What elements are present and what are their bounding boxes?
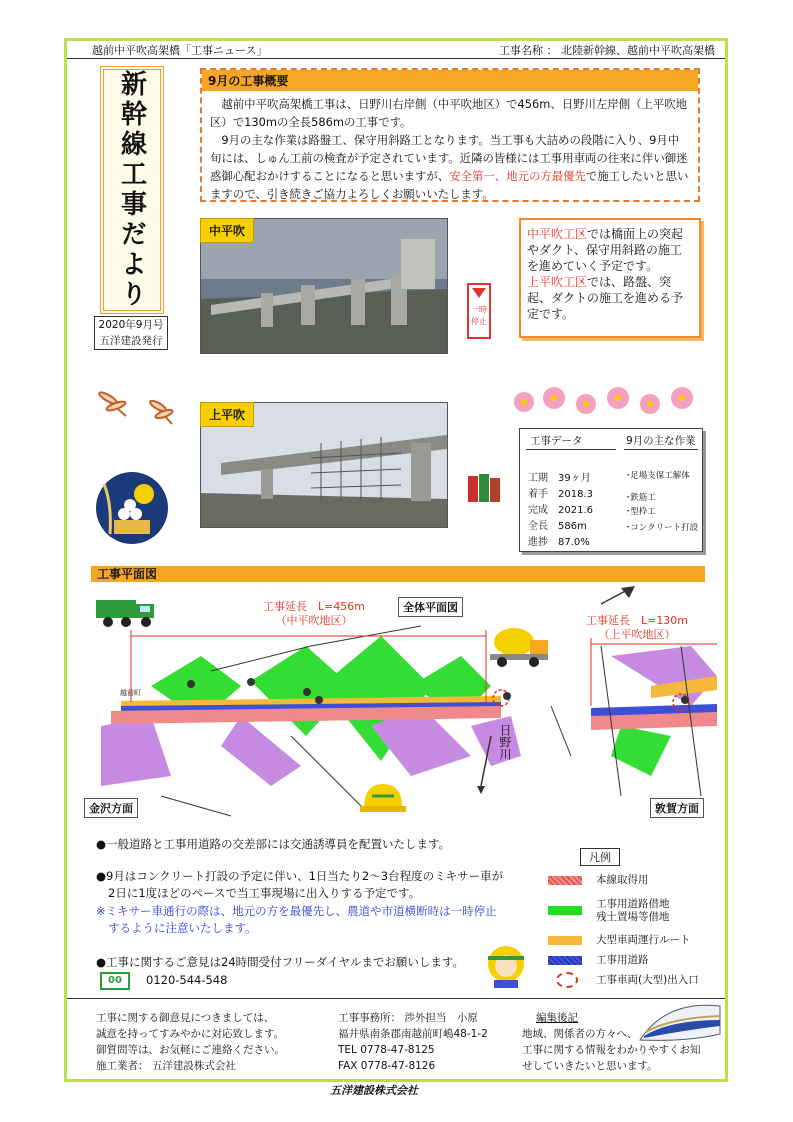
overview-para2-b: で施工したいと思いますので、引き続きご協力よろしくお願いいたします。 bbox=[210, 169, 689, 201]
stop-sign-icon bbox=[466, 282, 492, 340]
legend-swatch-entrance bbox=[556, 972, 578, 988]
work-item: ･型枠工 bbox=[626, 507, 656, 517]
works-heading: 9月の主な作業 bbox=[626, 435, 696, 447]
photo-label-nakahirabuki: 中平吹 bbox=[200, 218, 254, 243]
length-kamihirabuki: 工事延長 L=130m （上平吹地区） bbox=[585, 614, 689, 641]
footer-contact-note: 工事に関する御意見につきましては、 誠意を持ってすみやかに対応致します。 御質問等は、お気軽にご連絡ください。 施工業者： 五洋建設株式会社 bbox=[96, 1012, 285, 1072]
overall-plan-label: 全体平面図 bbox=[398, 597, 463, 617]
header-left: 越前中平吹高架橋「工事ニュース」 bbox=[92, 44, 268, 57]
desc-area-b: 上平吹工区 bbox=[527, 275, 588, 289]
title-box bbox=[100, 66, 164, 314]
work-item: ･鉄筋工 bbox=[626, 493, 656, 503]
data-row: 進捗 87.0% bbox=[528, 537, 590, 548]
desc-area-a: 中平吹工区 bbox=[527, 227, 588, 241]
issue-date: 2020年9月号 bbox=[98, 319, 164, 331]
station-label: 越前町 bbox=[120, 689, 141, 697]
note-mixer-1: ●9月はコンクリート打設の予定に伴い、1日当たり2～3台程度のミキサー車が bbox=[96, 869, 504, 883]
overview-heading: 9月の工事概要 bbox=[202, 70, 698, 91]
legend-entrance: 工事車両(大型)出入口 bbox=[596, 974, 699, 986]
header-right: 工事名称 ： 北陸新幹線、越前中平吹高架橋 bbox=[499, 44, 715, 57]
work-item: ･足場支保工解体 bbox=[626, 471, 690, 481]
legend-swatch-route bbox=[548, 936, 582, 945]
desc-text-b: では、路盤、突起、ダクトの施工を進める予定です。 bbox=[527, 275, 684, 321]
data-divider bbox=[526, 449, 616, 450]
dump-truck-icon bbox=[94, 590, 158, 630]
data-row: 工期 39ヶ月 bbox=[528, 473, 591, 484]
header-divider bbox=[67, 58, 725, 59]
legend-route: 大型車両運行ルート bbox=[596, 934, 691, 946]
overview-box bbox=[200, 68, 700, 202]
freedial-icon: 00 bbox=[100, 972, 130, 990]
legend-title: 凡例 bbox=[580, 848, 620, 866]
svg-text:一時: 一時 bbox=[471, 305, 487, 314]
footer-divider bbox=[67, 998, 725, 999]
books-icon bbox=[466, 470, 506, 504]
data-row: 全長 586m bbox=[528, 521, 587, 532]
photo-label-kamihirabuki: 上平吹 bbox=[200, 402, 254, 427]
tsuruga-direction: 敦賀方面 bbox=[650, 798, 704, 818]
company-name: 五洋建設株式会社 bbox=[330, 1084, 418, 1097]
moon-viewing-icon bbox=[92, 464, 170, 550]
mixer-truck-icon bbox=[488, 622, 552, 668]
footer-office: 工事事務所： 渉外担当 小原 福井県南条郡南越前町嶋48-1-2 TEL 0778-47-8125 FAX 0778-47-8126 bbox=[338, 1012, 488, 1072]
note-freedial: ●工事に関するご意見は24時間受付フリーダイヤルまでお願いします。 bbox=[96, 955, 464, 969]
legend-swatch-road bbox=[548, 956, 582, 965]
kanazawa-direction: 金沢方面 bbox=[84, 798, 138, 818]
progress-description bbox=[519, 218, 701, 338]
works-divider bbox=[624, 449, 698, 450]
issue-publisher: 五洋建設発行 bbox=[99, 335, 163, 347]
project-data-box bbox=[519, 428, 703, 552]
dragonfly-icon bbox=[92, 388, 182, 432]
note-traffic-guard: ●一般道路と工事用道路の交差部には交通誘導員を配置いたします。 bbox=[96, 837, 451, 851]
issue-box bbox=[94, 316, 168, 350]
desc-text-a: では橋面上の突起やダクト、保守用斜路の施工を進めていく予定です。 bbox=[527, 227, 684, 273]
overview-para2-emphasis: 安全第一、地元の方最優先 bbox=[449, 169, 586, 183]
note-caution-1: ※ミキサー車通行の際は、地元の方を最優先し、農道や市道横断時は一時停止 bbox=[96, 904, 497, 918]
legend-road: 工事用道路 bbox=[596, 954, 649, 966]
river-label: 日野川 bbox=[498, 724, 512, 760]
legend-mainline: 本線取得用 bbox=[596, 874, 649, 886]
footer-editorial: 編集後記 地域、関係者の方々へ、 工事に関する情報をわかりやすくお知 せしていきたいと思います。 bbox=[522, 1012, 701, 1072]
newsletter-title: 新幹線工事だより bbox=[116, 70, 147, 310]
data-row: 完成 2021.6 bbox=[528, 505, 593, 516]
data-heading: 工事データ bbox=[530, 435, 583, 447]
legend-lease: 工事用道路借地 残土置場等借地 bbox=[596, 898, 670, 923]
overview-para2 bbox=[210, 131, 690, 203]
svg-text:停止: 停止 bbox=[471, 317, 487, 326]
shinkansen-icon bbox=[636, 996, 724, 1048]
work-item: ･コンクリート打設 bbox=[626, 523, 699, 533]
overview-para2-a: 9月の主な作業は路盤工、保守用斜路工となります。当工事も大詰めの段階に入り、9月中旬には、しゅん工前の検査が予定されています。近隣の皆様には工事用車両の往来に伴い御迷惑御心配おかけすることになると思いますが、 bbox=[210, 133, 688, 183]
cosmos-flowers-icon bbox=[510, 384, 706, 420]
length-nakahirabuki: 工事延長 L=456m （中平吹地区） bbox=[262, 600, 366, 627]
editorial-title: 編集後記 bbox=[536, 1012, 578, 1024]
overview-para1: 越前中平吹高架橋工事は、日野川右岸側（中平吹地区）で456m、日野川左岸側（上平吹地区）で130mの全長586mの工事です。 bbox=[210, 97, 688, 129]
hard-hat-icon bbox=[360, 780, 406, 816]
freedial-number: 0120-544-548 bbox=[146, 973, 228, 987]
legend-swatch-lease bbox=[548, 906, 582, 915]
note-mixer-2: 2日に1度ほどのペースで当工事現場に出入りする予定です。 bbox=[108, 886, 421, 900]
guard-mascot-icon bbox=[484, 942, 530, 990]
data-row: 着手 2018.3 bbox=[528, 489, 593, 500]
plan-heading: 工事平面図 bbox=[91, 566, 705, 582]
note-caution-2: するように注意いたします。 bbox=[108, 921, 257, 935]
legend-swatch-mainline bbox=[548, 876, 582, 885]
